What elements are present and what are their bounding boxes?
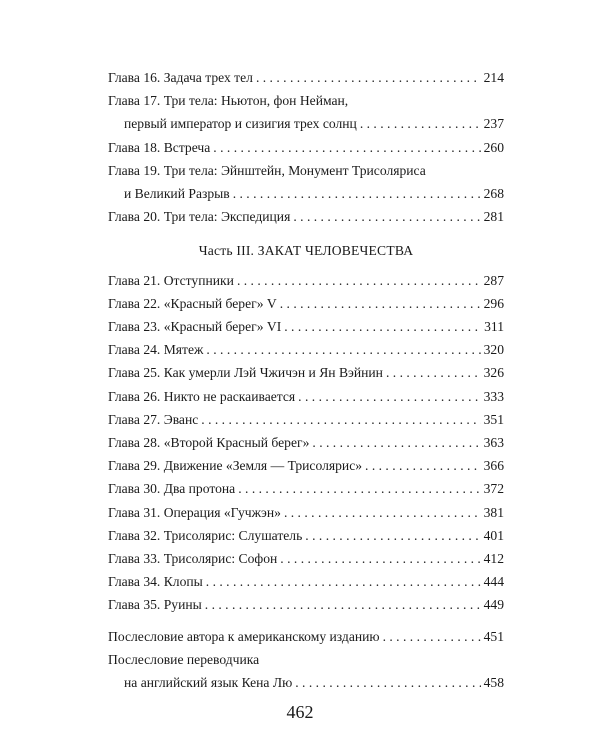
toc-entry-page: 287	[483, 272, 504, 288]
toc-entry[interactable]	[108, 625, 504, 648]
toc-entry-title: Послесловие переводчика	[108, 651, 260, 667]
leader-dots	[206, 570, 481, 593]
toc-entry-title: Глава 31. Операция «Гучжэн»	[108, 504, 281, 520]
leader-dots	[293, 205, 480, 228]
toc-entry-page: 296	[483, 295, 504, 311]
toc-entry[interactable]	[108, 454, 504, 477]
toc-entry-title-continued: на английский язык Кена Лю	[124, 675, 293, 691]
toc-entry[interactable]	[108, 408, 504, 431]
toc-entry[interactable]	[108, 593, 504, 616]
afterwords-section	[108, 625, 504, 695]
toc-entry-title: Глава 19. Три тела: Эйнштейн, Монумент Трисоляриса	[108, 162, 426, 178]
toc-entry[interactable]	[108, 547, 504, 570]
toc-entry-title: Глава 24. Мятеж	[108, 342, 204, 358]
leader-dots	[383, 625, 481, 648]
toc-entry-page: 372	[483, 481, 504, 497]
toc-entry-page: 281	[483, 209, 504, 225]
toc-entry[interactable]	[108, 524, 504, 547]
toc-entry-title-continued: и Великий Разрыв	[124, 186, 230, 202]
toc-entry-page: 326	[483, 365, 504, 381]
leader-dots	[201, 408, 480, 431]
toc-entry-title: Глава 35. Руины	[108, 597, 202, 613]
toc-entry-title: Глава 30. Два протона	[108, 481, 236, 497]
toc-entry-title: Глава 25. Как умерли Лэй Чжичэн и Ян Вэйнин	[108, 365, 383, 381]
toc-entry[interactable]	[108, 477, 504, 500]
toc-entry[interactable]	[108, 431, 504, 454]
toc-entry[interactable]	[108, 66, 504, 89]
toc-entry[interactable]	[108, 205, 504, 228]
leader-dots	[386, 361, 481, 384]
toc-entry[interactable]	[108, 315, 504, 338]
part-heading: Часть III. ЗАКАТ ЧЕЛОВЕЧЕСТВА	[198, 243, 414, 259]
toc-entry-page: 237	[483, 116, 504, 132]
leader-dots	[256, 66, 481, 89]
toc-entry-title: Глава 27. Эванс	[108, 411, 199, 427]
toc-entry-title: Глава 23. «Красный берег» VI	[108, 319, 282, 335]
toc-entry-page: 451	[483, 628, 504, 644]
toc-entry-title: Глава 34. Клопы	[108, 574, 203, 590]
leader-dots	[205, 593, 481, 616]
toc-entry-page: 458	[483, 675, 504, 691]
part3-entries	[108, 269, 504, 617]
toc-entry-page: 214	[483, 70, 504, 85]
toc-entry[interactable]	[108, 361, 504, 384]
leader-dots	[206, 338, 480, 361]
toc-entry[interactable]	[108, 501, 504, 524]
leader-dots	[233, 182, 481, 205]
leader-dots	[284, 315, 481, 338]
toc-entry-page: 260	[483, 139, 504, 155]
toc-entry[interactable]	[108, 385, 504, 408]
toc-entry-page: 311	[484, 319, 504, 335]
leader-dots	[298, 385, 480, 408]
toc-entry-title: Глава 20. Три тела: Экспедиция	[108, 209, 291, 225]
leader-dots	[360, 112, 481, 135]
toc-entry-title: Глава 28. «Второй Красный берег»	[108, 435, 310, 451]
leader-dots	[280, 292, 481, 315]
toc-entry[interactable]	[108, 292, 504, 315]
toc-entry-title: Глава 26. Никто не раскаивается	[108, 388, 296, 404]
leader-dots	[238, 477, 480, 500]
toc-entry-title: Глава 33. Трисолярис: Софон	[108, 551, 278, 567]
toc-entry-page: 366	[483, 458, 504, 474]
page-number: 462	[286, 702, 314, 722]
leader-dots	[295, 671, 480, 694]
toc-entry-page: 401	[483, 527, 504, 543]
toc-entry-title: Глава 29. Движение «Земля — Трисолярис»	[108, 458, 363, 474]
toc-entry[interactable]	[108, 89, 504, 135]
leader-dots	[284, 501, 481, 524]
toc-entry-title: Глава 21. Отступники	[108, 272, 234, 288]
table-of-contents	[108, 66, 504, 694]
toc-entry-page: 268	[483, 186, 504, 202]
toc-entry-page: 351	[483, 411, 504, 427]
toc-entry-page: 381	[483, 504, 504, 520]
toc-entry-title: Глава 32. Трисолярис: Слушатель	[108, 527, 303, 543]
toc-entry-page: 363	[483, 435, 504, 451]
toc-entry-title: Послесловие автора к американскому изданию	[108, 628, 380, 644]
toc-entry[interactable]	[108, 570, 504, 593]
leader-dots	[237, 269, 481, 292]
leader-dots	[312, 431, 480, 454]
toc-entry[interactable]	[108, 136, 504, 159]
toc-entry[interactable]	[108, 159, 504, 205]
toc-entry-page: 333	[483, 388, 504, 404]
leader-dots	[305, 524, 480, 547]
leader-dots	[365, 454, 481, 477]
toc-entry[interactable]	[108, 338, 504, 361]
toc-entry-title: Глава 22. «Красный берег» V	[108, 295, 277, 311]
leader-dots	[280, 547, 480, 570]
toc-entry-page: 320	[483, 342, 504, 358]
toc-entry-title-continued: первый император и сизигия трех солнц	[124, 116, 357, 132]
toc-entry[interactable]	[108, 648, 504, 694]
toc-entry-title: Глава 16. Задача трех тел	[108, 70, 253, 85]
toc-entry-title: Глава 17. Три тела: Ньютон, фон Нейман,	[108, 93, 349, 109]
leader-dots	[213, 136, 480, 159]
toc-entry-page: 412	[483, 551, 504, 567]
toc-entry-page: 444	[483, 574, 504, 590]
toc-entry[interactable]	[108, 269, 504, 292]
toc-entry-title: Глава 18. Встреча	[108, 139, 211, 155]
toc-entry-page: 449	[483, 597, 504, 613]
